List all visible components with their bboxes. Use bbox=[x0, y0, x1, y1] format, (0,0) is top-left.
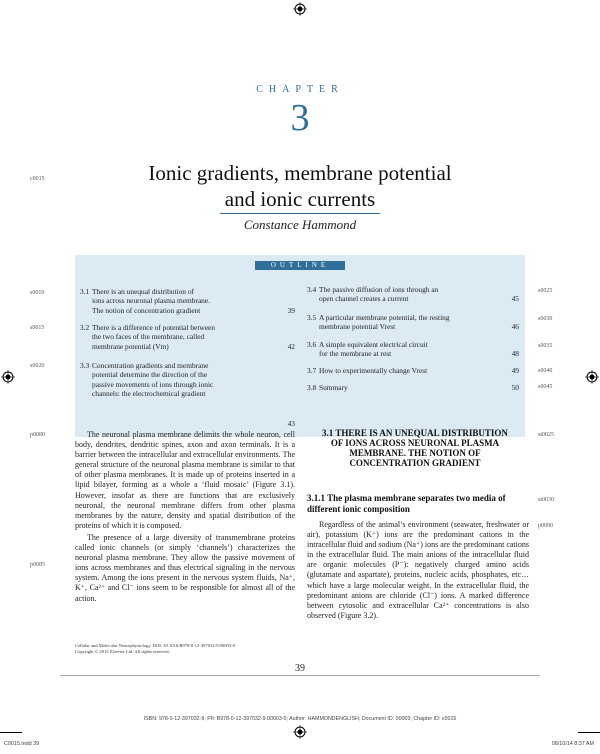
outline-item-line: membrane potential Vrest bbox=[319, 322, 396, 332]
book-doi: Cellular and Molecular Neurophysiology. DOI: 10.1016/B978-0-12-397032-9.00003-0 bbox=[75, 643, 235, 648]
registration-mark-bottom bbox=[293, 725, 307, 739]
slug-right: 08/10/14 8:37 AM bbox=[551, 741, 594, 747]
outline-item-line: A particular membrane potential, the resting bbox=[319, 313, 450, 322]
copyright: Copyright © 2015 Elsevier Ltd. All rights reserved. bbox=[75, 649, 170, 654]
paragraph: The neuronal plasma membrane delimits the whole neuron, cell body, dendrites, dendritic spines, axon and axon terminals. It is a barrier between the intracellular and extracellular environments. The general structure of the neuronal plasma membrane is similar to that of other plasma membranes. It is made up of proteins inserted in a lipid bilayer, forming as a whole a ‘fluid mosaic’ (Figure 3.1). However, insofar as there are functions that are exclusively neuronal, the neuronal membrane differs from other plasma membranes by the nature, density and spatial distribution of the proteins of which it is composed. bbox=[75, 430, 295, 530]
outline-item-line: How to experimentally change Vrest bbox=[319, 366, 428, 375]
outline-item-line: The notion of concentration gradient bbox=[92, 305, 201, 315]
outline-item-line: Concentration gradients and membrane bbox=[92, 361, 209, 370]
outline-item-line: the two faces of the membrane, called bbox=[92, 332, 205, 342]
outline-item-number: 3.4 bbox=[307, 285, 317, 294]
outline-item-number: 3.8 bbox=[307, 383, 317, 392]
side-code: s0045 bbox=[538, 384, 553, 390]
outline-item-line: ions across neuronal plasma membrane. bbox=[92, 296, 211, 306]
outline-item-page: 50 bbox=[511, 383, 519, 392]
outline-item-line: Summary bbox=[319, 383, 348, 392]
subsection-heading: 3.1.1 The plasma membrane separates two media of different ionic composition bbox=[307, 493, 506, 514]
outline-item[interactable] bbox=[307, 366, 522, 377]
outline-item-line: channels: the electrochemical gradient bbox=[92, 389, 206, 399]
trim-mark bbox=[578, 732, 600, 733]
side-code: s0030 bbox=[538, 316, 553, 322]
outline-item[interactable] bbox=[307, 383, 522, 394]
right-column bbox=[307, 520, 529, 621]
side-code: p0085 bbox=[30, 562, 45, 568]
author-rule bbox=[220, 213, 380, 214]
chapter-label: CHAPTER bbox=[256, 84, 344, 95]
outline-item-line: membrane potential (Vm) bbox=[92, 341, 169, 351]
left-column bbox=[75, 430, 295, 604]
outline-item-page: 45 bbox=[511, 294, 519, 303]
outline-item-line: The passive diffusion of ions through an bbox=[319, 285, 439, 294]
outline-item[interactable] bbox=[80, 323, 295, 353]
side-code: p0080 bbox=[30, 432, 45, 438]
outline-item-page: 43 bbox=[287, 419, 295, 428]
trim-mark bbox=[0, 732, 22, 733]
outline-item[interactable] bbox=[307, 285, 522, 307]
outline-item-line: There is a difference of potential between bbox=[92, 323, 215, 332]
outline-item-number: 3.7 bbox=[307, 366, 317, 375]
title-line: Ionic gradients, membrane potential bbox=[148, 161, 452, 185]
outline-item-number: 3.1 bbox=[80, 287, 90, 296]
side-code: s0020 bbox=[30, 363, 45, 369]
outline-item-page: 42 bbox=[287, 342, 295, 351]
outline-item-page: 46 bbox=[511, 322, 519, 331]
outline-item-line: passive movements of ions through ionic bbox=[92, 379, 214, 389]
paragraph: Regardless of the animal’s environment (seawater, freshwater or air), potassium (K⁺) ions are the predominant cations in the intracellular fluid and sodium (Na⁺) ions are the predominant cations in the extracellular fluid. The main anions of the intracellular fluid are organic molecules (P⁻): negatively charged amino acids (glutamate and aspartate), proteins, nucleic acids, phosphates, etc… which have a large molecular weight. In the extracellular fluid, the predominant anions are chloride (Cl⁻) ions. A marked difference between cytosolic and extracellular Ca²⁺ concentrations is also observed (Figure 3.2). bbox=[307, 520, 529, 620]
side-code: s0025 bbox=[538, 288, 553, 294]
outline-item-page: 48 bbox=[511, 349, 519, 358]
side-code: st0025 bbox=[538, 432, 555, 438]
outline-item-line: There is an unequal distribution of bbox=[92, 287, 195, 296]
outline-item-number: 3.5 bbox=[307, 313, 317, 322]
side-code: p0090 bbox=[538, 523, 553, 529]
paragraph: The presence of a large diversity of transmembrane proteins called ionic channels (or simply ‘channels’) characterizes the neuronal plasma membrane. They allow the passive movement of ions across membranes and thus electrical signaling in the nervous system. Among the ions present in the nervous system fluids, Na⁺, K⁺, Ca²⁺ and Cl⁻ ions seem to be responsible for almost all of the action. bbox=[75, 532, 295, 603]
side-code: s0015 bbox=[30, 325, 45, 331]
outline-item-number: 3.6 bbox=[307, 340, 317, 349]
registration-mark-top bbox=[293, 2, 307, 16]
footer-rule bbox=[60, 675, 540, 676]
section-heading: 3.1 THERE IS AN UNEQUAL DISTRIBUTION OF IONS ACROSS NEURONAL PLASMA MEMBRANE. THE NOTION OF CONCENTRATION GRADIENT bbox=[322, 428, 508, 468]
production-line: ISBN: 978-0-12-397032-9; PII: B978-0-12-397032-9.00003-0; Author: HAMMONDENGLISH; Document ID: 00003; Chapter ID: c0015 bbox=[143, 716, 457, 722]
outline-item-number: 3.2 bbox=[80, 323, 90, 332]
outline-item-line: for the membrane at rest bbox=[319, 349, 392, 359]
side-code: s0010 bbox=[30, 290, 45, 296]
outline-item-line: A simple equivalent electrical circuit bbox=[319, 340, 428, 349]
outline-item[interactable] bbox=[307, 340, 522, 362]
registration-mark-right bbox=[585, 370, 599, 384]
outline-item-line: potential determine the direction of the bbox=[92, 370, 208, 380]
outline-item[interactable] bbox=[80, 361, 295, 428]
page-number: 39 bbox=[295, 663, 305, 674]
outline-item[interactable] bbox=[307, 313, 522, 335]
registration-mark-left bbox=[1, 370, 15, 384]
outline-item-page: 39 bbox=[287, 306, 295, 315]
author: Constance Hammond bbox=[243, 217, 357, 232]
outline-item[interactable] bbox=[80, 287, 295, 317]
outline-item-line: open channel creates a current bbox=[319, 294, 409, 304]
book-info bbox=[75, 643, 375, 655]
outline-item-number: 3.3 bbox=[80, 361, 90, 370]
side-code: st0030 bbox=[538, 497, 555, 503]
chapter-title bbox=[100, 160, 500, 212]
title-line: and ionic currents bbox=[224, 187, 376, 211]
chapter-number: 3 bbox=[290, 97, 310, 139]
outline-heading: OUTLINE bbox=[255, 261, 345, 270]
side-code: s0035 bbox=[538, 343, 553, 349]
side-code: c0015 bbox=[30, 176, 45, 182]
side-code: s0040 bbox=[538, 368, 553, 374]
outline-item-page: 49 bbox=[511, 366, 519, 375]
slug-left: C0015.indd 39 bbox=[4, 741, 40, 747]
